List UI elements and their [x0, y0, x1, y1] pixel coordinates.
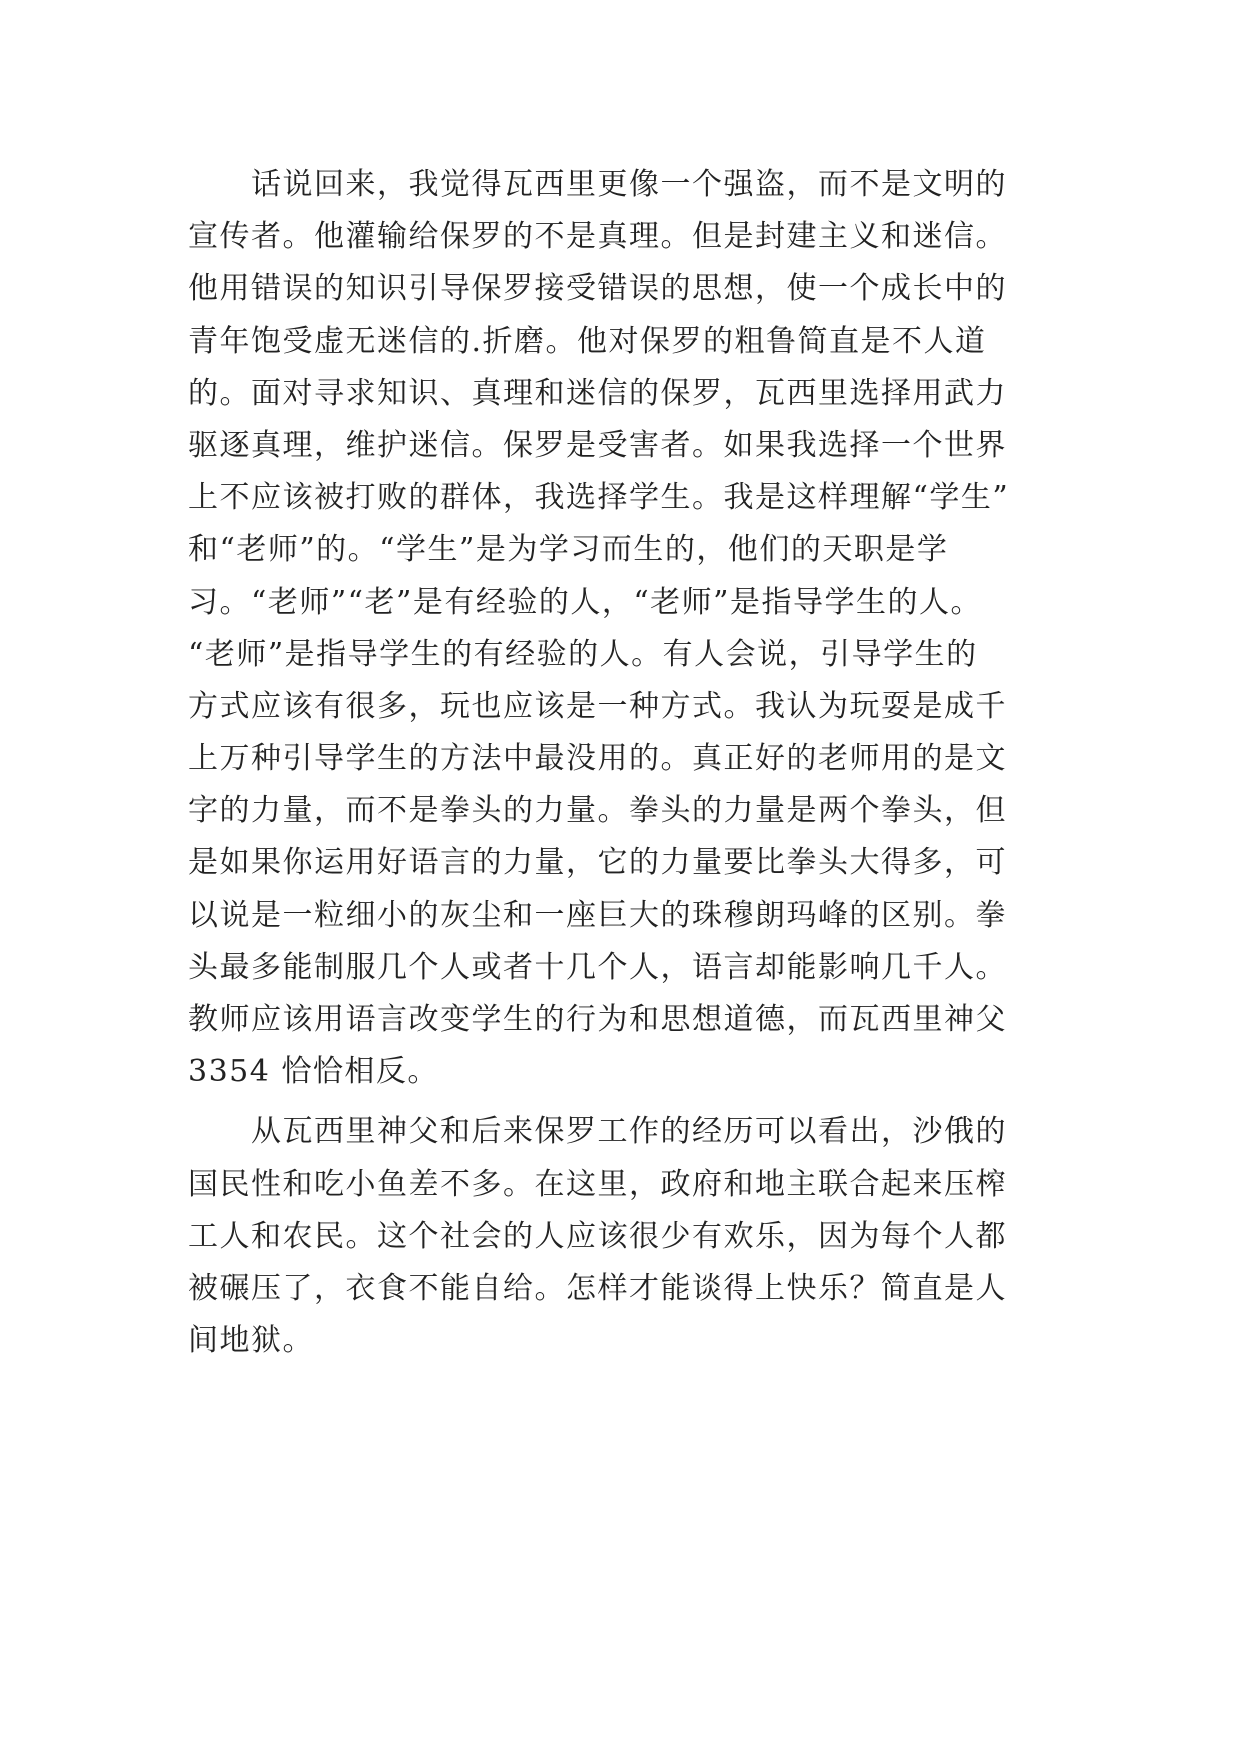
text-line: 驱逐真理，维护迷信。保罗是受害者。如果我选择一个世界 — [188, 427, 1007, 463]
paragraph-1 — [188, 159, 1078, 1098]
text-line: 话说回来，我觉得瓦西里更像一个强盗，而不是文明的 — [188, 167, 1007, 202]
text-line: 是如果你运用好语言的力量，它的力量要比拳头大得多，可 — [188, 845, 1007, 881]
text-line: 间地狱。 — [188, 1323, 314, 1359]
text-line: 被碾压了，衣食不能自给。怎样才能谈得上快乐？简直是人 — [188, 1270, 1007, 1306]
text-line: 国民性和吃小鱼差不多。在这里，政府和地主联合起来压榨 — [188, 1166, 1007, 1202]
text-line: 工人和农民。这个社会的人应该很少有欢乐，因为每个人都 — [188, 1218, 1007, 1254]
paragraph-2 — [188, 1106, 1078, 1367]
text-line: 上不应该被打败的群体，我选择学生。我是这样理解“学生” — [188, 480, 1010, 516]
text-line: 从瓦西里神父和后来保罗工作的经历可以看出，沙俄的 — [188, 1114, 1007, 1150]
text-line: 习。“老师”“老”是有经验的人，“老师”是指导学生的人。 — [188, 584, 983, 620]
text-line: 的。面对寻求知识、真理和迷信的保罗，瓦西里选择用武力 — [188, 375, 1007, 411]
text-line: 宣传者。他灌输给保罗的不是真理。但是封建主义和迷信。 — [188, 219, 1007, 255]
text-line: 字的力量，而不是拳头的力量。拳头的力量是两个拳头，但 — [188, 793, 1007, 829]
text-line: 青年饱受虚无迷信的.折磨。他对保罗的粗鲁简直是不人道 — [188, 323, 987, 359]
text-line: 3354 恰恰相反。 — [188, 1054, 439, 1090]
document-body — [188, 159, 1078, 1367]
text-line: 方式应该有很多，玩也应该是一种方式。我认为玩耍是成千 — [188, 688, 1007, 724]
text-line: “老师”是指导学生的有经验的人。有人会说，引导学生的 — [188, 636, 978, 672]
text-line: 和“老师”的。“学生”是为学习而生的，他们的天职是学 — [188, 532, 949, 568]
text-line: 他用错误的知识引导保罗接受错误的思想，使一个成长中的 — [188, 271, 1007, 307]
text-line: 上万种引导学生的方法中最没用的。真正好的老师用的是文 — [188, 741, 1007, 777]
text-line: 教师应该用语言改变学生的行为和思想道德，而瓦西里神父 — [188, 1002, 1007, 1037]
text-line: 头最多能制服几个人或者十几个人，语言却能影响几千人。 — [188, 949, 1007, 985]
text-line: 以说是一粒细小的灰尘和一座巨大的珠穆朗玛峰的区别。拳 — [188, 897, 1007, 933]
